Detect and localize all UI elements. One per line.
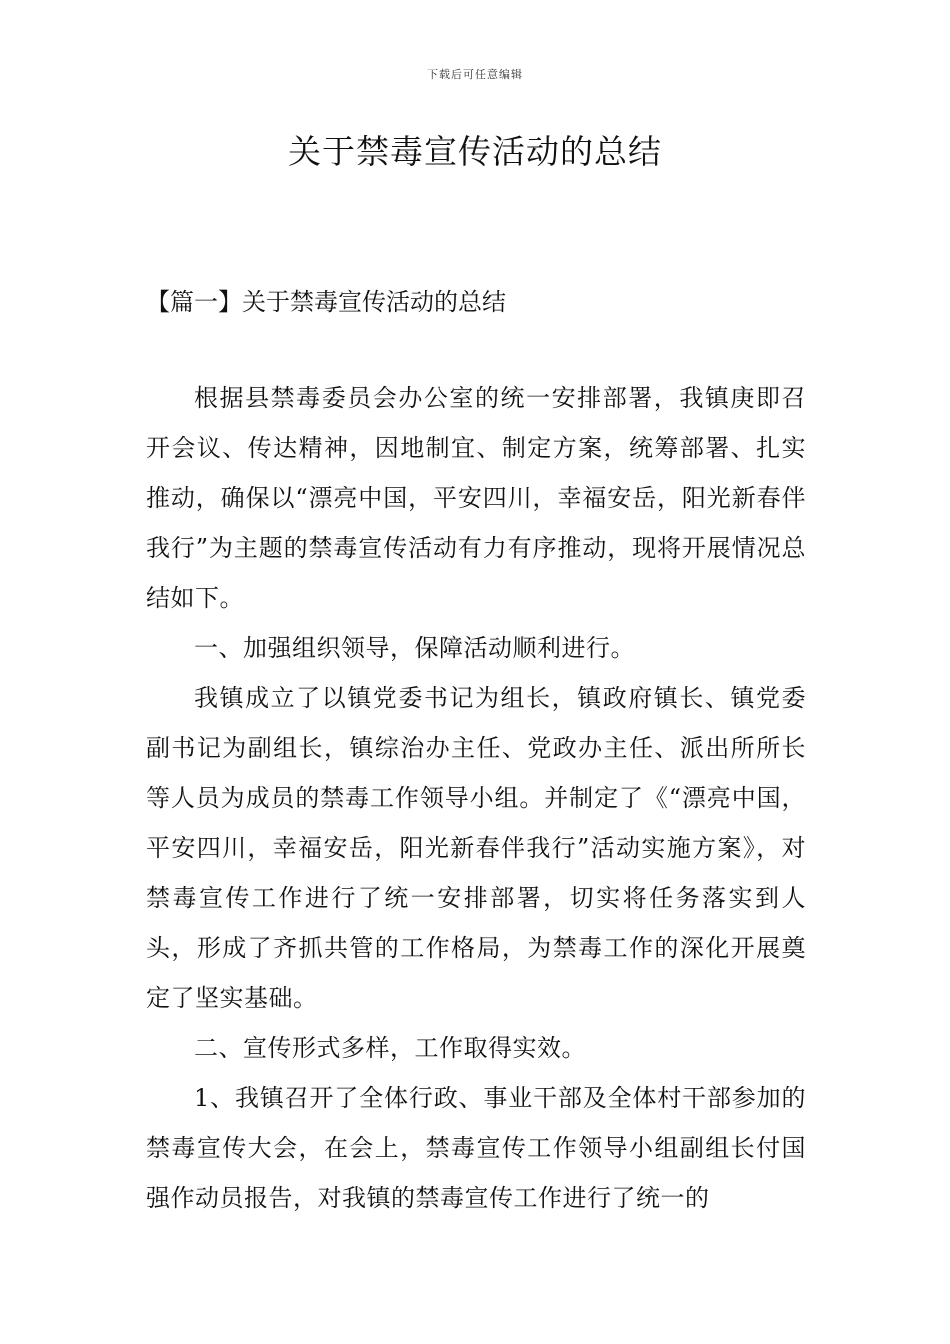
paragraph-organization: 我镇成立了以镇党委书记为组长，镇政府镇长、镇党委副书记为副组长，镇综治办主任、党政办主任、派出所所长等人员为成员的禁毒工作领导小组。并制定了《“漂亮中国，平安四川，幸福安岳，阳光新春伴我行”活动实施方案》，对禁毒宣传工作进行了统一安排部署，切实将任务落实到人头，形成了齐抓共管的工作格局，为禁毒工作的深化开展奠定了坚实基础。 [146, 684, 806, 1012]
paragraph-heading-one: 一、加强组织领导，保障活动顺利进行。 [194, 634, 635, 662]
document-body [146, 373, 806, 1223]
paragraph-meeting: 1、我镇召开了全体行政、事业干部及全体村干部参加的禁毒宣传大会，在会上，禁毒宣传工作领导小组副组长付国强作动员报告，对我镇的禁毒宣传工作进行了统一的 [146, 1084, 806, 1212]
paragraph-heading-two: 二、宣传形式多样，工作取得实效。 [194, 1034, 586, 1062]
section-heading: 【篇一】关于禁毒宣传活动的总结 [146, 288, 506, 316]
paragraph-intro: 根据县禁毒委员会办公室的统一安排部署，我镇庚即召开会议、传达精神，因地制宜、制定方案，统筹部署、扎实推动，确保以“漂亮中国，平安四川，幸福安岳，阳光新春伴我行”为主题的禁毒宣传活动有力有序推动，现将开展情况总结如下。 [146, 384, 806, 612]
document-title: 关于禁毒宣传活动的总结 [288, 132, 662, 171]
header-note: 下载后可任意编辑 [427, 68, 523, 81]
